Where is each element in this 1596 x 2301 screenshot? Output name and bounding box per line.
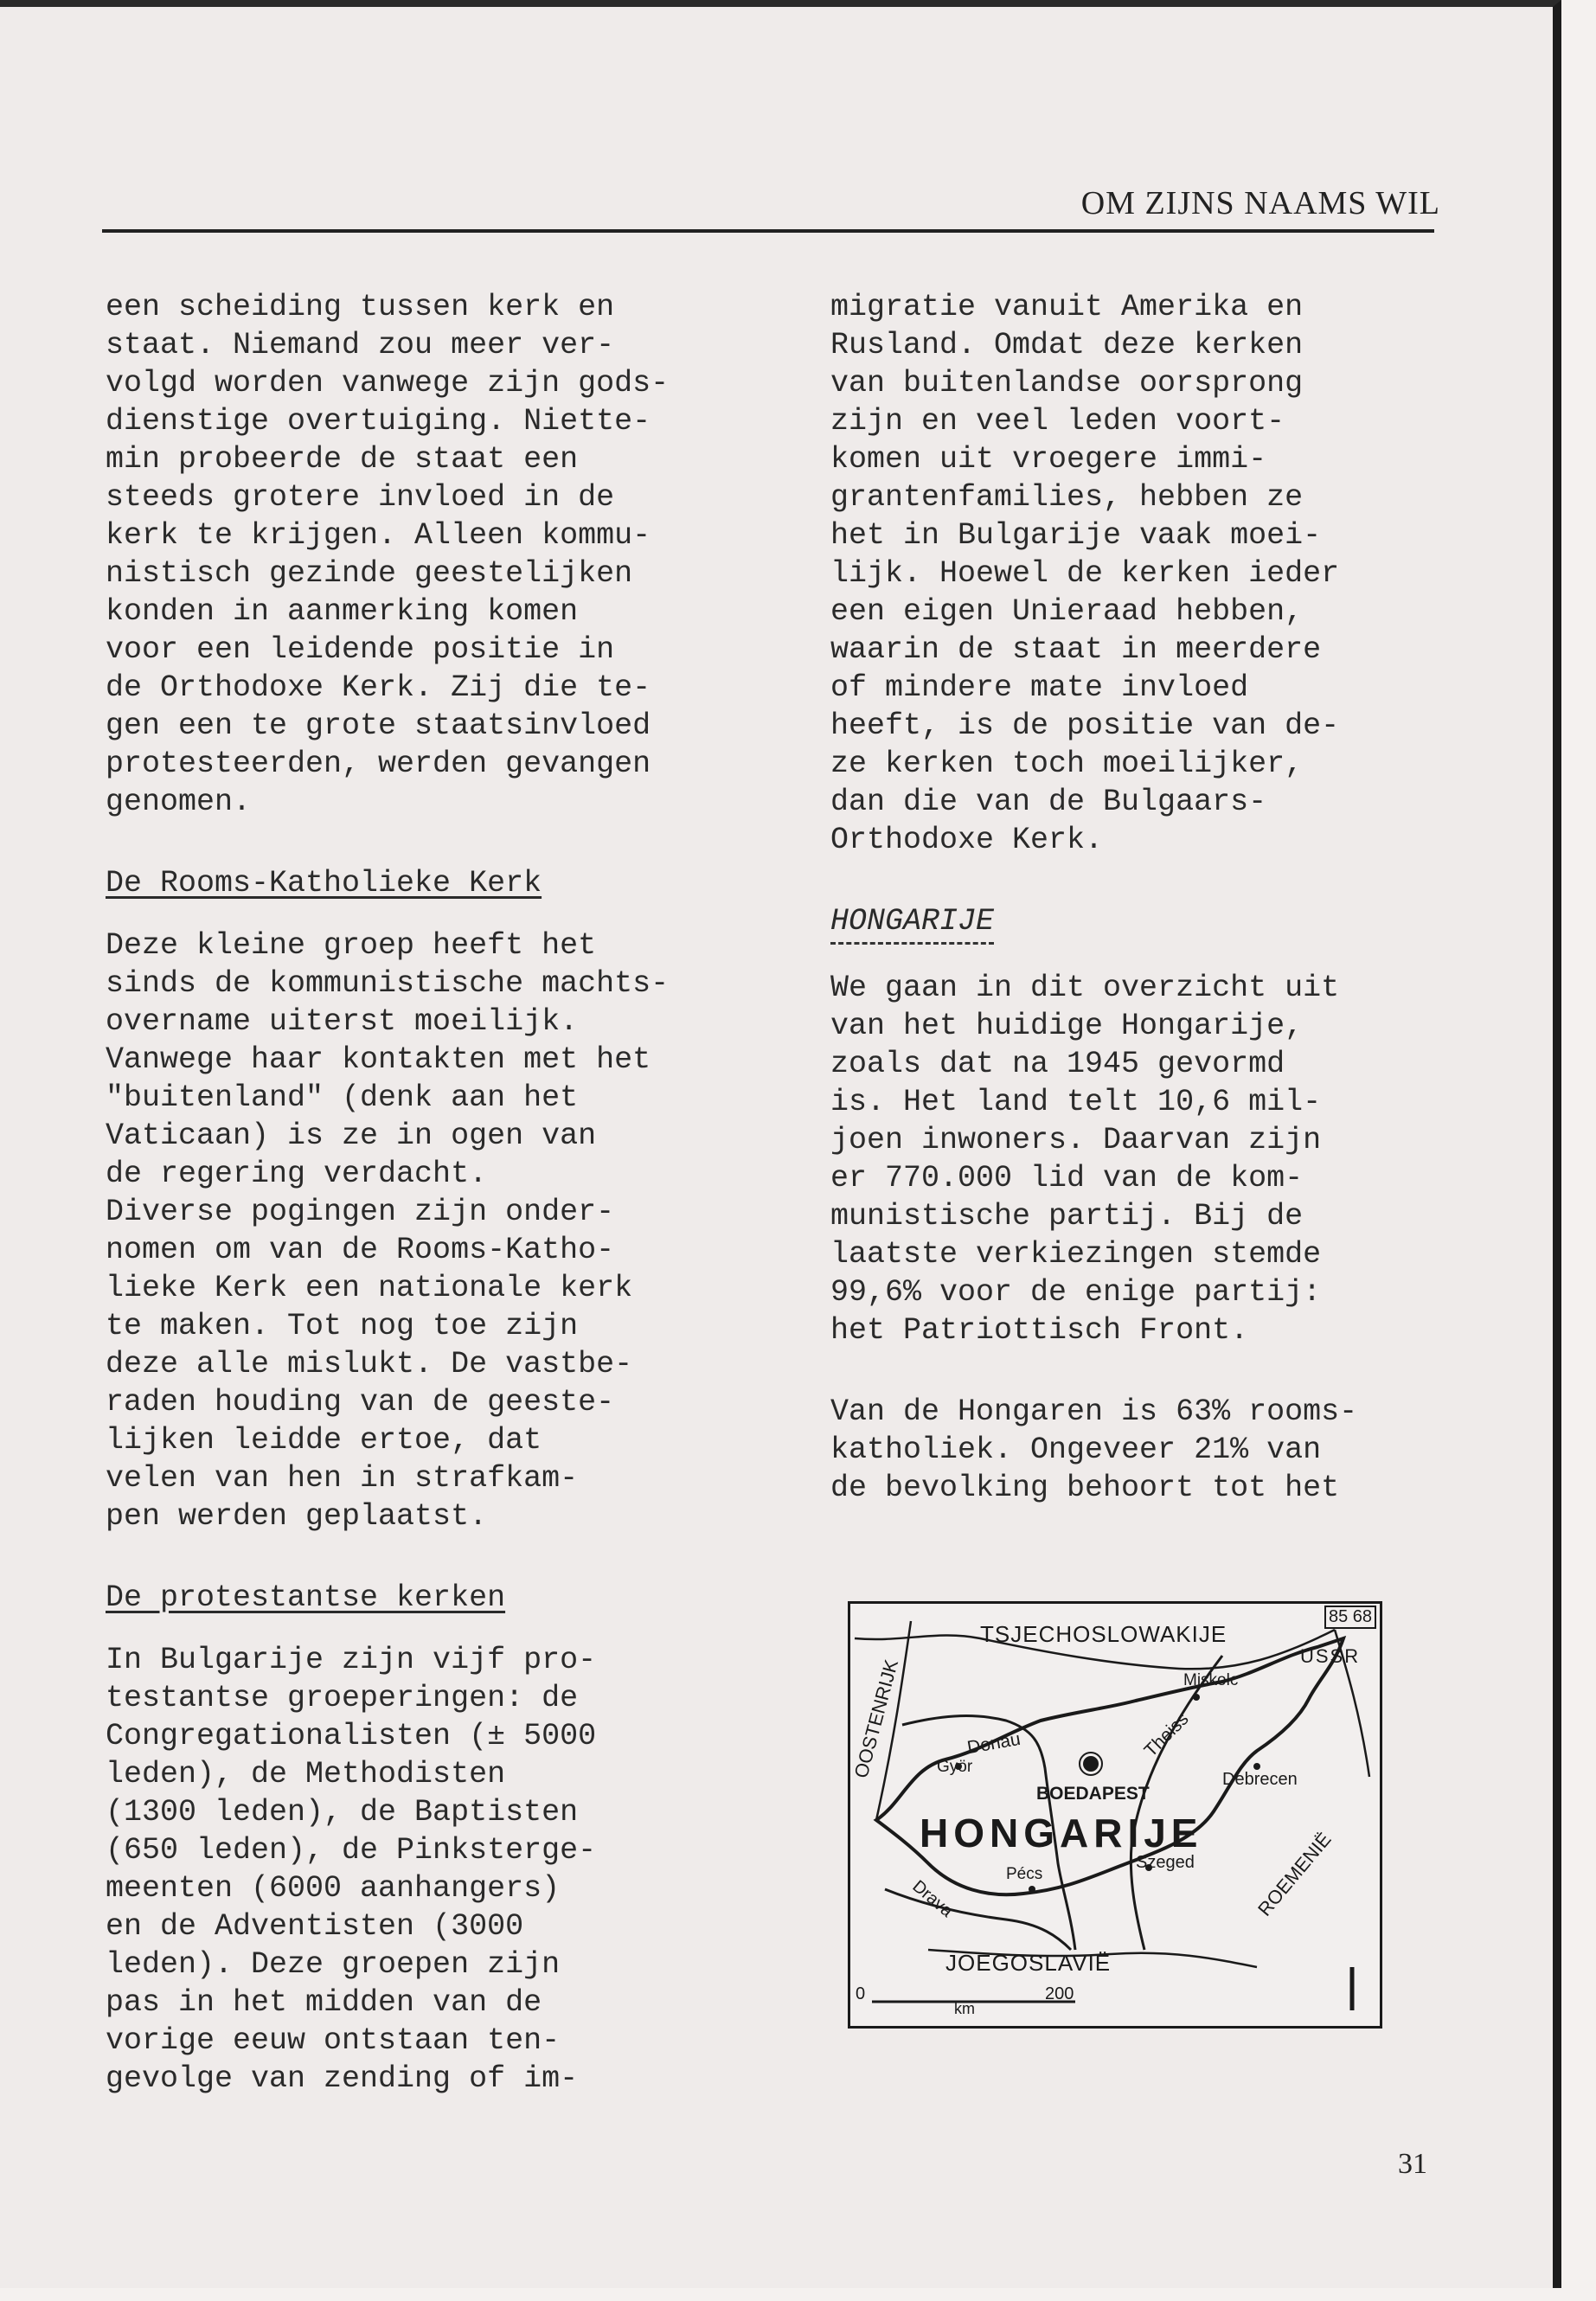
heading-hongarije: HONGARIJE: [830, 902, 994, 945]
paragraph-protestantse-kerken: In Bulgarije zijn vijf pro- testantse groeperingen: de Congregationalisten (± 5000 leden), de Methodisten (1300 leden), de Baptisten (650 leden), de Pinksterge- meenten (6000 aanhangers) en de Adventisten (3000 leden). Deze groepen zijn pas in het midden van de vorige eeuw ontstaan ten- gevolge van zending of im-: [106, 1643, 597, 2096]
paragraph-rooms-katholieke: Deze kleine groep heeft het sinds de kommunistische machts- overname uiterst moeilijk. Vanwege haar kontakten met het "buitenland" (denk aan het Vaticaan) is ze in ogen van de regering verdacht. Diverse pogingen zijn onder- nomen om van de Rooms-Katho- lieke Kerk een nationale kerk te maken. Tot nog toe zijn deze alle mislukt. De vastbe- raden houding van de geeste- lijken leidde ertoe, dat velen van hen in strafkam- pen werden geplaatst.: [106, 928, 670, 1534]
label-river-donau: Donau: [965, 1728, 1022, 1759]
label-river-drava: Drava: [908, 1876, 957, 1921]
label-river-theiss: Theiss: [1140, 1708, 1193, 1761]
label-capital: BOEDAPEST: [1036, 1784, 1150, 1804]
heading-protestantse-kerken: De protestantse kerken: [106, 1580, 506, 1615]
label-west: OOSTENRIJK: [849, 1657, 903, 1780]
map-hongarije: [848, 1601, 1382, 2029]
label-east: ROEMENIË: [1253, 1828, 1336, 1920]
label-country: HONGARIJE: [920, 1811, 1203, 1856]
capital-marker: [1083, 1756, 1099, 1772]
label-north: TSJECHOSLOWAKIJE: [980, 1621, 1227, 1647]
paragraph-katholiek: Van de Hongaren is 63% rooms- katholiek. Ongeveer 21% van de bevolking behoort tot het: [830, 1394, 1358, 1505]
page-number: 31: [1398, 2148, 1427, 2180]
paragraph-hongarije: We gaan in dit overzicht uit van het huidige Hongarije, zoals dat na 1945 gevormd is. Het land telt 10,6 mil- joen inwoners. Daarvan zijn er 770.000 lid van de kom- munistische partij. Bij de laatste verkiezingen stemde 99,6% voor de enige partij: het Patriottisch Front.: [830, 971, 1340, 1348]
right-column: [830, 288, 1436, 1507]
river-drava: [885, 1889, 1071, 1950]
left-column: [106, 288, 763, 2098]
label-city-gyor: Györ: [937, 1758, 973, 1776]
map-code: 85 68: [1324, 1606, 1376, 1629]
running-title: OM ZIJNS NAAMS WIL: [1080, 185, 1440, 221]
scale-unit: km: [954, 2000, 975, 2017]
header-rule: [102, 229, 1434, 233]
label-northeast: USSR: [1300, 1645, 1361, 1667]
label-south: JOEGOSLAVIË: [945, 1950, 1112, 1976]
city-marker-miskolc: [1193, 1694, 1200, 1701]
label-city-pecs: Pécs: [1006, 1865, 1043, 1883]
label-city-szeged: Szeged: [1136, 1853, 1195, 1872]
city-marker-pecs: [1029, 1886, 1035, 1893]
paragraph-migratie: migratie vanuit Amerika en Rusland. Omdat deze kerken van buitenlandse oorsprong zijn en veel leden voort- komen uit vroegere immi- grantenfamilies, hebben ze het in Bulgarije vaak moei- lijk. Hoewel de kerken ieder een eigen Unieraad hebben, waarin de staat in meerdere of mindere mate invloed heeft, is de positie van de- ze kerken toch moeilijker, dan die van de Bulgaars- Orthodoxe Kerk.: [830, 290, 1340, 857]
paragraph-separation: een scheiding tussen kerk en staat. Niemand zou meer ver- volgd worden vanwege zijn gods- dienstige overtuiging. Niette- min probeerde de staat een steeds grotere invloed in de kerk te krijgen. Alleen kommu- nistisch gezinde geestelijken konden in aanmerking komen voor een leidende positie in de Orthodoxe Kerk. Zij die te- gen een te grote staatsinvloed protesteerden, werden gevangen genomen.: [106, 290, 670, 819]
city-marker-debrecen: [1253, 1763, 1260, 1770]
scale-end: 200: [1045, 1984, 1074, 2003]
label-city-debrecen: Debrecen: [1222, 1770, 1298, 1789]
label-city-miskolc: Miskolc: [1183, 1671, 1239, 1689]
scale-start: 0: [856, 1984, 866, 2003]
heading-rooms-katholieke: De Rooms-Katholieke Kerk: [106, 866, 542, 901]
